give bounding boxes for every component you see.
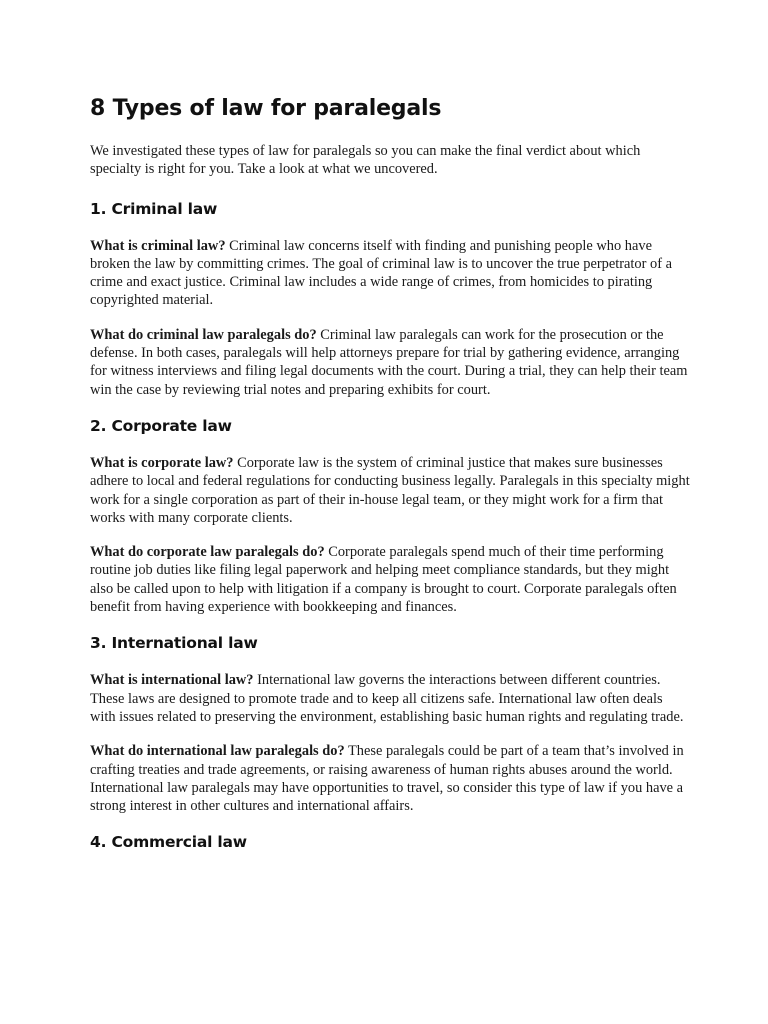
section-commercial-law [90, 831, 690, 853]
paragraph [90, 543, 690, 616]
section-heading: 3. International law [90, 634, 258, 653]
paragraph-text: Corporate law is the system of criminal justice that makes sure businesses adhere to local and federal regulations for conducting business legally. Paralegals in this specialty might work for a single corporation as part of their in-house legal team, or they might work for a firm that works with many corporate clients. [90, 454, 690, 526]
paragraph [90, 237, 690, 310]
page-title: 8 Types of law for paralegals [90, 96, 442, 121]
intro-paragraph: We investigated these types of law for paralegals so you can make the final verdict about which specialty is right for you. Take a look at what we uncovered. [90, 143, 641, 178]
paragraph-text: These paralegals could be part of a team that’s involved in crafting treaties and trade agreements, or raising awareness of human rights abuses around the world. International law paralegals may have opportunities to travel, so consider this type of law if you have a strong interest in other cultures and international affairs. [90, 743, 684, 815]
question-label: What do corporate law paralegals do? [90, 544, 325, 561]
paragraph [90, 326, 690, 399]
document-page [90, 94, 690, 870]
section-corporate-law [90, 415, 690, 616]
question-label: What do international law paralegals do? [90, 743, 345, 760]
section-international-law [90, 632, 690, 815]
question-label: What is criminal law? [90, 237, 226, 254]
paragraph [90, 742, 690, 815]
section-heading: 1. Criminal law [90, 199, 218, 218]
paragraph-text: International law governs the interactions between different countries. These laws are designed to promote trade and to keep all citizens safe. International law often deals with issues related to preserving the environment, establishing basic human rights and regulating trade. [90, 672, 684, 725]
section-criminal-law [90, 198, 690, 399]
paragraph [90, 454, 690, 527]
question-label: What is corporate law? [90, 454, 234, 471]
paragraph-text: Corporate paralegals spend much of their time performing routine job duties like filing legal paperwork and helping meet compliance standards, but they might also be called upon to help with litigation if a company is brought to court. Corporate paralegals often benefit from having experience with bookkeeping and finances. [90, 544, 677, 616]
section-heading: 4. Commercial law [90, 833, 247, 852]
section-heading: 2. Corporate law [90, 416, 232, 435]
paragraph-text: Criminal law paralegals can work for the prosecution or the defense. In both cases, paralegals will help attorneys prepare for trial by gathering evidence, arranging for witness interviews and filing legal documents with the court. During a trial, they can help their team win the case by reviewing trial notes and preparing exhibits for court. [90, 326, 688, 398]
question-label: What is international law? [90, 672, 254, 689]
paragraph-text: Criminal law concerns itself with finding and punishing people who have broken the law by committing crimes. The goal of criminal law is to uncover the true perpetrator of a crime and exact justice. Criminal law includes a wide range of crimes, from homicides to pirating copyrighted material. [90, 237, 672, 309]
question-label: What do criminal law paralegals do? [90, 326, 317, 343]
paragraph [90, 671, 690, 726]
